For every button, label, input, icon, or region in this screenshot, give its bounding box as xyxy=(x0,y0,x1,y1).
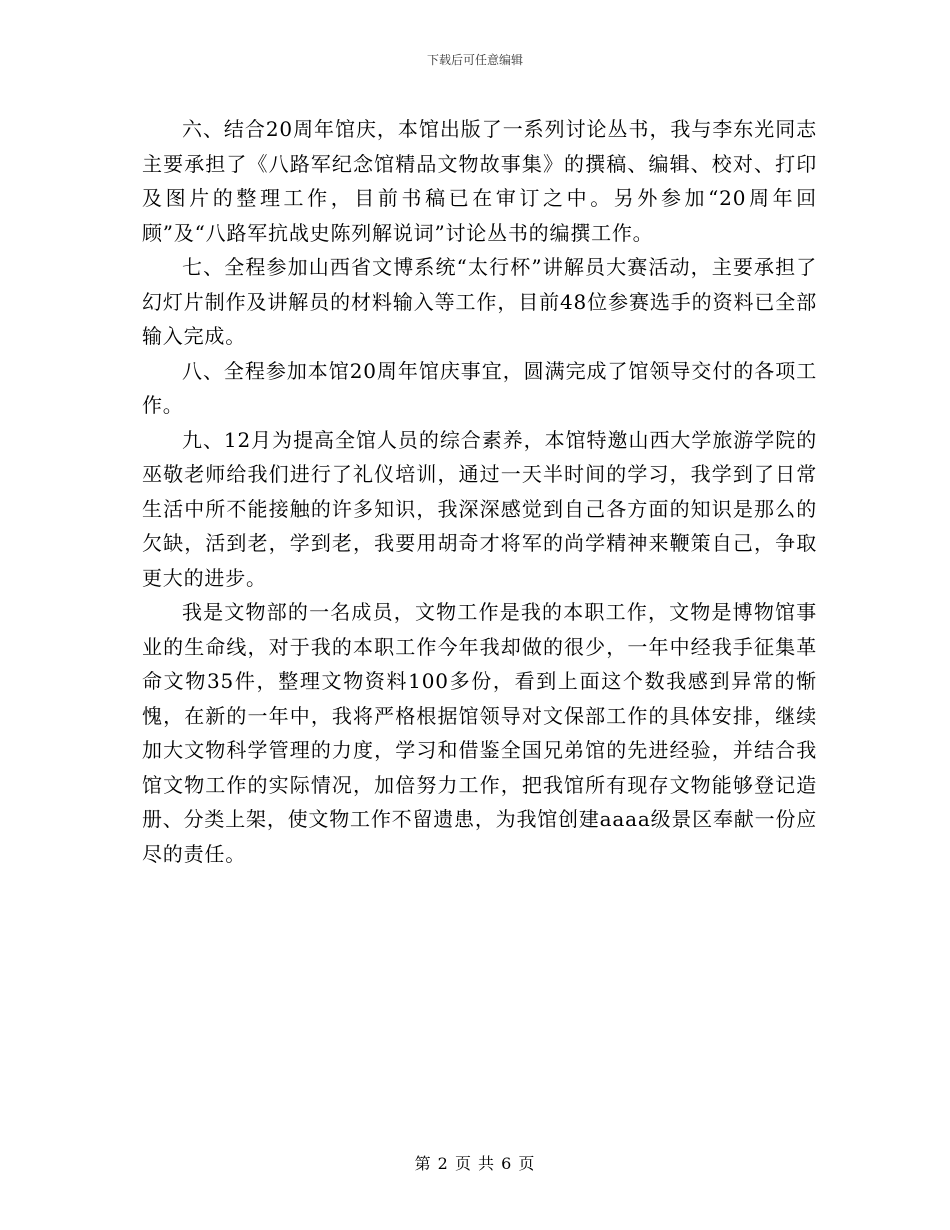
page-number-footer: 第 2 页 共 6 页 xyxy=(414,1154,536,1173)
page-header-note: 下载后可任意编辑 xyxy=(426,53,523,67)
paragraph-item-7: 七、全程参加山西省文博系统“太行杯”讲解员大赛活动，主要承担了幻灯片制作及讲解员的材料输入等工作，目前48位参赛选手的资料已全部输入完成。 xyxy=(142,255,817,348)
paragraph-summary: 我是文物部的一名成员，文物工作是我的本职工作，文物是博物馆事业的生命线，对于我的本职工作今年我却做的很少，一年中经我手征集革命文物35件，整理文物资料100多份，看到上面这个数我感到异常的惭愧，在新的一年中，我将严格根据馆领导对文保部工作的具体安排，继续加大文物科学管理的力度，学习和借鉴全国兄弟馆的先进经验，并结合我馆文物工作的实际情况，加倍努力工作，把我馆所有现存文物能够登记造册、分类上架，使文物工作不留遗患，为我馆创建aaaa级景区奉献一份应尽的责任。 xyxy=(142,600,817,866)
paragraph-item-8: 八、全程参加本馆20周年馆庆事宜，圆满完成了馆领导交付的各项工作。 xyxy=(142,358,817,417)
paragraph-item-9: 九、12月为提高全馆人员的综合素养，本馆特邀山西大学旅游学院的巫敬老师给我们进行了礼仪培训，通过一天半时间的学习，我学到了日常生活中所不能接触的许多知识，我深深感觉到自己各方面的知识是那么的欠缺，活到老，学到老，我要用胡奇才将军的尚学精神来鞭策自己，争取更大的进步。 xyxy=(142,427,817,590)
document-body xyxy=(142,112,817,871)
paragraph-item-6: 六、结合20周年馆庆，本馆出版了一系列讨论丛书，我与李东光同志主要承担了《八路军纪念馆精品文物故事集》的撰稿、编辑、校对、打印及图片的整理工作，目前书稿已在审订之中。另外参加“20周年回顾”及“八路军抗战史陈列解说词”讨论丛书的编撰工作。 xyxy=(142,117,817,245)
